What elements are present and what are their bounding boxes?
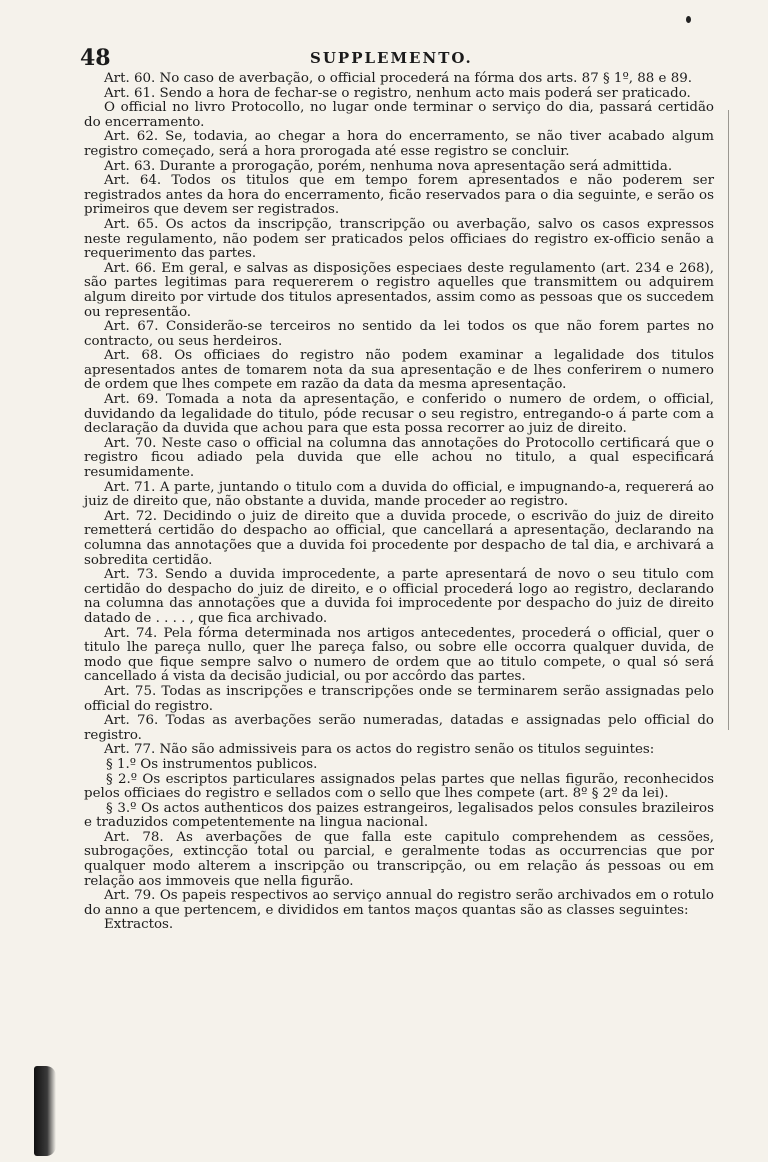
paragraph: Art. 62. Se, todavia, ao chegar a hora do encerramento, se não tiver acabado algum registro começado, será a hora prorogada até esse registro se concluir.	[84, 129, 714, 159]
paragraph: Art. 75. Todas as inscripções e transcripções onde se terminarem serão assignadas pelo official do registro.	[84, 683, 714, 714]
paragraph: Art. 64. Todos os titulos que em tempo forem apresentados e não poderem ser registrados antes da hora do encerramento, ficão reservados para o dia seguinte, e serão os primeiros que devem ser registrados.	[84, 173, 714, 218]
paragraph: Art. 68. Os officiaes do registro não podem examinar a legalidade dos titulos apresentados antes de tomarem nota da sua apresentação e de lhes conferirem o numero de ordem que lhes compete em razão da data da mesma apresentação.	[84, 348, 714, 393]
paragraph: Art. 73. Sendo a duvida improcedente, a parte apresentará de novo o seu titulo com certidão do despacho do juiz de direito, e o official procederá logo ao registro, declarando na columna das annotações que a duvida foi improcedente por despacho do juiz de direito datado de . . . . , que fica archivado.	[84, 567, 714, 626]
paragraph: Art. 66. Em geral, e salvas as disposições especiaes deste regulamento (art. 234 e 268), são partes legitimas para requererem o registro aquelles que transmittem ou adquirem algum direito por virtude dos titulos apresentados, assim como as pessoas que os succedem ou representão.	[84, 260, 714, 320]
paragraph: Art. 74. Pela fórma determinada nos artigos antecedentes, procederá o official, quer o titulo lhe pareça nullo, quer lhe pareça falso, ou sobre elle occorra qualquer duvida, de modo que fique sempre salvo o numero de ordem que ao titulo compete, o qual só será cancellado á vista da decisão judicial, ou por accôrdo das partes.	[84, 625, 714, 685]
paragraph: Extractos.	[104, 917, 174, 933]
paragraph: O official no livro Protocollo, no lugar onde terminar o serviço do dia, passará certidão do encerramento.	[84, 100, 714, 130]
paragraph: Art. 72. Decidindo o juiz de direito que a duvida procede, o escrivão do juiz de direito remetterá certidão do despacho ao official, que cancellará a apresentação, declarando na columna das annotações que a duvida foi procedente por despacho de tal dia, e archivará a sobredita certidão.	[84, 508, 714, 568]
ink-dot	[686, 16, 691, 23]
binding-shadow	[34, 1066, 56, 1156]
paragraph: Art. 63. Durante a prorogação, porém, nenhuma nova apresentação será admittida.	[104, 158, 673, 174]
paragraph: Art. 78. As averbações de que falla este capitulo comprehendem as cessões, subrogações, extincção total ou parcial, e geralmente todas as occurrencias que por qualquer modo alterem a inscripção ou transcripção, ou em relação ás pessoas ou em relação aos immoveis que nella figurão.	[84, 829, 714, 889]
paragraph: Art. 71. A parte, juntando o titulo com a duvida do official, e impugnando-a, requererá ao juiz de direito que, não obstante a duvida, mande proceder ao registro.	[84, 479, 714, 510]
running-head: SUPPLEMENTO.	[310, 49, 473, 67]
paragraph: Art. 70. Neste caso o official na columna das annotações do Protocollo certificará que o registro ficou adiado pela duvida que elle achou no titulo, a qual especificará resumidamente.	[84, 435, 714, 481]
page-number: 48	[80, 45, 111, 71]
body-text	[84, 72, 714, 933]
paragraph: Art. 67. Considerão-se terceiros no sentido da lei todos os que não forem partes no contracto, ou seus herdeiros.	[84, 319, 714, 349]
subitem: § 1.º Os instrumentos publicos.	[106, 756, 318, 772]
paragraph: Art. 61. Sendo a hora de fechar-se o registro, nenhum acto mais poderá ser praticado.	[104, 85, 691, 101]
page-edge-line	[728, 110, 729, 730]
paragraph: Art. 77. Não são admissiveis para os actos do registro senão os titulos seguintes:	[104, 742, 655, 758]
paragraph: Art. 60. No caso de averbação, o official procederá na fórma dos arts. 87 § 1º, 88 e 89.	[104, 71, 693, 86]
paragraph: Art. 76. Todas as averbações serão numeradas, datadas e assignadas pelo official do registro.	[84, 713, 714, 743]
paragraph: Art. 65. Os actos da inscripção, transcripção ou averbação, salvo os casos expressos neste regulamento, não podem ser praticados pelos officiaes do registro ex-officio senão a requerimento das partes.	[84, 216, 714, 262]
subitem: § 3.º Os actos authenticos dos paizes estrangeiros, legalisados pelos consules brazileiros e traduzidos competentemente na lingua nacional.	[84, 800, 714, 831]
paragraph: Art. 79. Os papeis respectivos ao serviço annual do registro serão archivados em o rotulo do anno a que pertencem, e divididos em tantos maços quantas são as classes seguintes:	[84, 888, 714, 918]
subitem: § 2.º Os escriptos particulares assignados pelas partes que nellas figurão, reconhecidos pelos officiaes do registro e sellados com o sello que lhes compete (art. 8º § 2º da lei).	[84, 771, 714, 802]
paragraph: Art. 69. Tomada a nota da apresentação, e conferido o numero de ordem, o official, duvidando da legalidade do titulo, póde recusar o seu registro, entregando-o á parte com a declaração da duvida que achou para que esta possa recorrer ao juiz de direito.	[84, 392, 714, 437]
